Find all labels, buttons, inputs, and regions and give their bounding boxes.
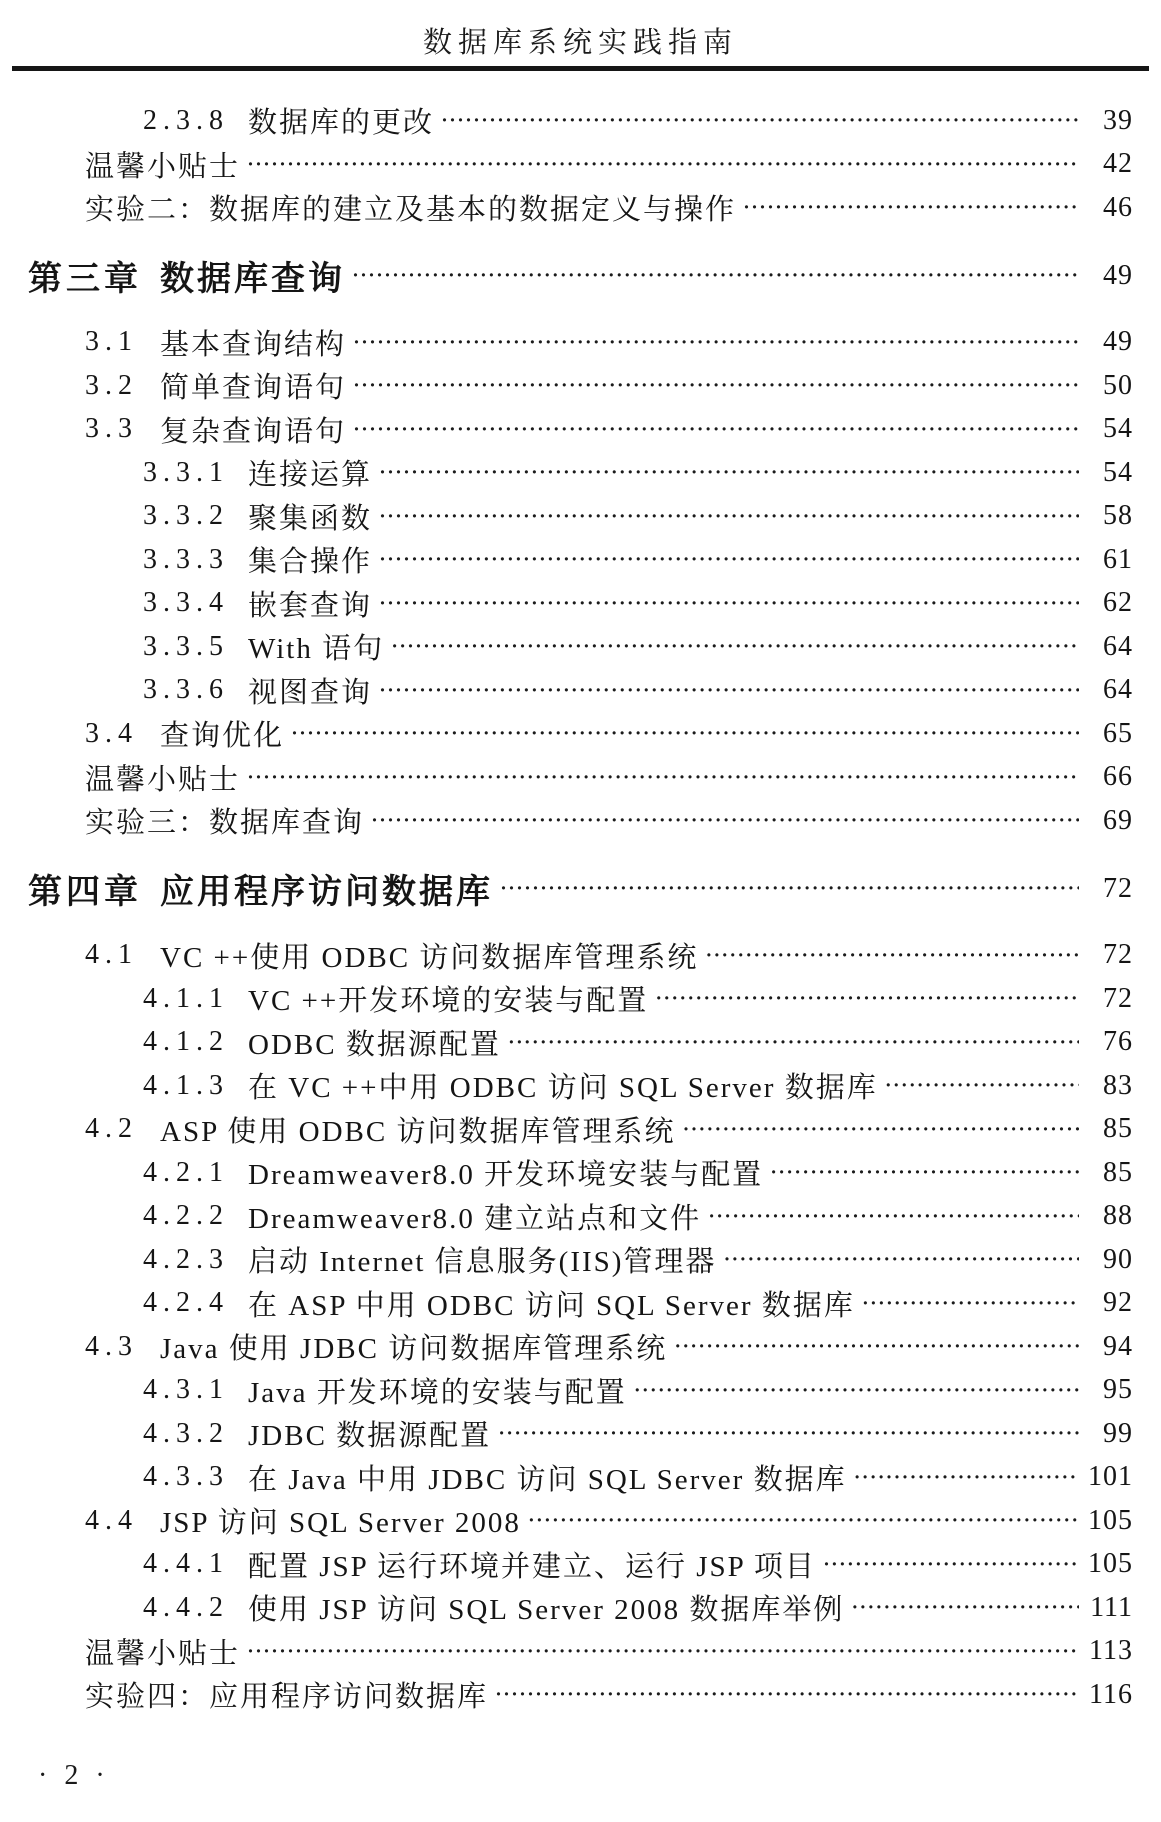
toc-entry: [0, 1282, 1133, 1326]
toc-entry-page: 49: [1103, 326, 1133, 358]
toc-list: [0, 99, 1161, 1717]
toc-entry-page: 85: [1103, 1156, 1133, 1188]
toc-entry-title: 集合操作: [248, 546, 373, 579]
toc-leader-dots: [853, 1462, 1079, 1493]
toc-leader-dots: [742, 192, 1079, 223]
toc-leader-dots: [390, 631, 1079, 662]
toc-entry-title: 实验三：数据库查询: [85, 807, 365, 840]
toc-entry-page: 49: [1103, 259, 1133, 291]
toc-entry-number: 第三章: [28, 260, 142, 298]
toc-entry-page: 64: [1103, 674, 1133, 706]
toc-leader-dots: [370, 805, 1079, 836]
toc-entry-title: 在 VC ++中用 ODBC 访问 SQL Server 数据库: [248, 1072, 878, 1105]
toc-entry-number: 4.3.2: [143, 1417, 229, 1449]
header-rule: [12, 66, 1149, 71]
toc-entry-title: With 语句: [248, 633, 385, 666]
toc-entry-title: JDBC 数据源配置: [248, 1420, 492, 1453]
toc-leader-dots: [507, 1027, 1079, 1058]
toc-entry: [0, 1543, 1133, 1587]
toc-leader-dots: [707, 1201, 1079, 1232]
toc-leader-dots: [769, 1157, 1079, 1188]
toc-entry-title: 温馨小贴士: [85, 1637, 241, 1670]
toc-entry: [0, 408, 1133, 452]
toc-entry-title: VC ++开发环境的安装与配置: [248, 985, 649, 1018]
toc-entry: [0, 799, 1133, 843]
toc-entry-number: 4.2.4: [143, 1287, 229, 1319]
toc-entry-number: 4.2.2: [143, 1200, 229, 1232]
toc-entry-number: 第四章: [28, 873, 142, 911]
toc-leader-dots: [850, 1592, 1079, 1623]
toc-leader-dots: [246, 1636, 1079, 1667]
toc-entry-page: 105: [1088, 1504, 1133, 1536]
toc-entry-page: 111: [1090, 1591, 1133, 1623]
toc-entry-page: 85: [1103, 1113, 1133, 1145]
toc-entry-page: 72: [1103, 939, 1133, 971]
toc-entry: [0, 1325, 1133, 1369]
toc-leader-dots: [290, 718, 1079, 749]
toc-leader-dots: [722, 1244, 1079, 1275]
toc-entry-title: 在 ASP 中用 ODBC 访问 SQL Server 数据库: [248, 1289, 855, 1322]
toc-leader-dots: [378, 588, 1079, 619]
toc-entry-page: 66: [1103, 761, 1133, 793]
toc-entry-title: Java 使用 JDBC 访问数据库管理系统: [160, 1333, 668, 1366]
toc-entry-number: 4.1.2: [143, 1026, 229, 1058]
toc-entry-number: 4.4.2: [143, 1591, 229, 1623]
toc-leader-dots: [499, 873, 1079, 904]
toc-entry-number: 4.2: [85, 1113, 138, 1145]
toc-entry: [0, 321, 1133, 365]
toc-entry-page: 58: [1103, 500, 1133, 532]
toc-leader-dots: [378, 675, 1079, 706]
toc-leader-dots: [527, 1505, 1079, 1536]
toc-entry-page: 105: [1088, 1548, 1133, 1580]
footer-page-number: · 2 ·: [38, 1760, 110, 1791]
toc-leader-dots: [494, 1679, 1079, 1710]
toc-entry-number: 3.3.3: [143, 543, 229, 575]
toc-entry-number: 3.3.5: [143, 630, 229, 662]
toc-entry: [0, 99, 1133, 143]
toc-entry-number: 2.3.8: [143, 104, 229, 136]
toc-entry-page: 95: [1103, 1374, 1133, 1406]
toc-entry: [0, 252, 1133, 300]
toc-entry: [0, 669, 1133, 713]
toc-leader-dots: [704, 940, 1079, 971]
toc-leader-dots: [351, 260, 1079, 291]
toc-entry-title: 温馨小贴士: [85, 763, 241, 796]
toc-entry-page: 54: [1103, 413, 1133, 445]
toc-entry-number: 4.3: [85, 1330, 138, 1362]
toc-entry: [0, 1630, 1133, 1674]
toc-entry: [0, 1412, 1133, 1456]
toc-leader-dots: [884, 1070, 1079, 1101]
toc-entry-number: 3.2: [85, 369, 138, 401]
toc-leader-dots: [352, 327, 1079, 358]
toc-entry-page: 42: [1103, 148, 1133, 180]
toc-entry: [0, 1238, 1133, 1282]
toc-leader-dots: [378, 544, 1079, 575]
toc-leader-dots: [378, 457, 1079, 488]
toc-entry-page: 99: [1103, 1417, 1133, 1449]
toc-entry-page: 54: [1103, 456, 1133, 488]
toc-entry-title: 使用 JSP 访问 SQL Server 2008 数据库举例: [248, 1594, 845, 1627]
toc-entry: [0, 865, 1133, 913]
toc-entry-number: 4.2.3: [143, 1243, 229, 1275]
toc-leader-dots: [352, 414, 1079, 445]
toc-entry-page: 76: [1103, 1026, 1133, 1058]
toc-entry-title: 视图查询: [248, 676, 373, 709]
toc-entry: [0, 1108, 1133, 1152]
toc-entry-page: 39: [1103, 104, 1133, 136]
toc-entry: [0, 712, 1133, 756]
toc-entry: [0, 934, 1133, 978]
toc-entry: [0, 1151, 1133, 1195]
toc-entry-title: 应用程序访问数据库: [160, 873, 493, 911]
toc-entry-number: 3.1: [85, 326, 138, 358]
toc-entry: [0, 451, 1133, 495]
toc-entry-title: 数据库查询: [160, 260, 345, 298]
toc-entry: [0, 1586, 1133, 1630]
toc-entry-page: 72: [1103, 872, 1133, 904]
toc-entry-number: 4.4: [85, 1504, 138, 1536]
toc-entry: [0, 143, 1133, 187]
toc-entry-title: 实验四：应用程序访问数据库: [85, 1681, 489, 1714]
toc-entry-page: 116: [1089, 1678, 1133, 1710]
toc-entry-number: 4.4.1: [143, 1548, 229, 1580]
toc-entry: [0, 364, 1133, 408]
toc-entry-page: 88: [1103, 1200, 1133, 1232]
toc-leader-dots: [861, 1288, 1079, 1319]
toc-leader-dots: [497, 1418, 1079, 1449]
toc-entry-number: 4.3.1: [143, 1374, 229, 1406]
toc-leader-dots: [246, 149, 1079, 180]
toc-entry: [0, 186, 1133, 230]
toc-entry-number: 3.3: [85, 413, 138, 445]
toc-entry-title: 基本查询结构: [160, 328, 347, 361]
toc-entry-page: 61: [1103, 543, 1133, 575]
toc-entry-title: 启动 Internet 信息服务(IIS)管理器: [248, 1246, 717, 1279]
toc-entry-title: ODBC 数据源配置: [248, 1028, 501, 1061]
toc-entry-page: 62: [1103, 587, 1133, 619]
toc-entry-number: 3.4: [85, 717, 138, 749]
toc-entry-page: 72: [1103, 982, 1133, 1014]
toc-entry-title: 复杂查询语句: [160, 415, 347, 448]
toc-entry-number: 4.1.1: [143, 982, 229, 1014]
toc-entry-page: 92: [1103, 1287, 1133, 1319]
toc-entry: [0, 1673, 1133, 1717]
toc-entry: [0, 1369, 1133, 1413]
toc-entry: [0, 1499, 1133, 1543]
toc-entry-number: 4.1.3: [143, 1069, 229, 1101]
toc-entry-page: 90: [1103, 1243, 1133, 1275]
toc-entry-title: 查询优化: [160, 720, 285, 753]
toc-entry: [0, 1064, 1133, 1108]
toc-entry-title: 聚集函数: [248, 502, 373, 535]
toc-entry-page: 65: [1103, 717, 1133, 749]
toc-entry-page: 101: [1088, 1461, 1133, 1493]
toc-entry-page: 113: [1089, 1635, 1133, 1667]
toc-entry: [0, 495, 1133, 539]
toc-leader-dots: [654, 983, 1079, 1014]
toc-entry-title: 连接运算: [248, 459, 373, 492]
toc-entry: [0, 538, 1133, 582]
toc-entry: [0, 977, 1133, 1021]
toc-entry-page: 94: [1103, 1330, 1133, 1362]
toc-leader-dots: [440, 105, 1079, 136]
toc-leader-dots: [673, 1331, 1079, 1362]
toc-entry-title: 嵌套查询: [248, 589, 373, 622]
toc-entry: [0, 1195, 1133, 1239]
toc-entry-number: 3.3.2: [143, 500, 229, 532]
toc-entry-title: VC ++使用 ODBC 访问数据库管理系统: [160, 941, 699, 974]
book-title: 数据库系统实践指南: [422, 27, 738, 59]
toc-entry-title: 温馨小贴士: [85, 150, 241, 183]
toc-entry-page: 69: [1103, 804, 1133, 836]
toc-entry: [0, 1456, 1133, 1500]
toc-entry: [0, 582, 1133, 626]
toc-entry-title: JSP 访问 SQL Server 2008: [160, 1507, 521, 1540]
toc-entry-page: 83: [1103, 1069, 1133, 1101]
toc-entry-title: Dreamweaver8.0 建立站点和文件: [248, 1202, 702, 1235]
toc-entry-number: 3.3.4: [143, 587, 229, 619]
toc-entry-title: 配置 JSP 运行环境并建立、运行 JSP 项目: [248, 1550, 816, 1583]
toc-leader-dots: [681, 1114, 1079, 1145]
toc-entry-page: 64: [1103, 630, 1133, 662]
toc-entry-number: 3.3.6: [143, 674, 229, 706]
toc-entry-number: 4.2.1: [143, 1156, 229, 1188]
toc-entry-title: 简单查询语句: [160, 372, 347, 405]
toc-entry: [0, 756, 1133, 800]
toc-entry-number: 3.3.1: [143, 456, 229, 488]
toc-entry-title: ASP 使用 ODBC 访问数据库管理系统: [160, 1115, 676, 1148]
toc-entry-title: 数据库的更改: [248, 107, 435, 140]
toc-entry-title: Java 开发环境的安装与配置: [248, 1376, 627, 1409]
toc-entry-title: 实验二：数据库的建立及基本的数据定义与操作: [85, 194, 737, 227]
toc-entry-page: 50: [1103, 369, 1133, 401]
toc-entry-page: 46: [1103, 191, 1133, 223]
toc-entry-title: 在 Java 中用 JDBC 访问 SQL Server 数据库: [248, 1463, 847, 1496]
toc-leader-dots: [378, 501, 1079, 532]
toc-entry-number: 4.1: [85, 939, 138, 971]
toc-leader-dots: [246, 762, 1079, 793]
toc-entry: [0, 1021, 1133, 1065]
toc-leader-dots: [822, 1549, 1079, 1580]
toc-entry-number: 4.3.3: [143, 1461, 229, 1493]
toc-leader-dots: [633, 1375, 1079, 1406]
toc-leader-dots: [352, 370, 1079, 401]
toc-entry: [0, 625, 1133, 669]
toc-entry-title: Dreamweaver8.0 开发环境安装与配置: [248, 1159, 764, 1192]
